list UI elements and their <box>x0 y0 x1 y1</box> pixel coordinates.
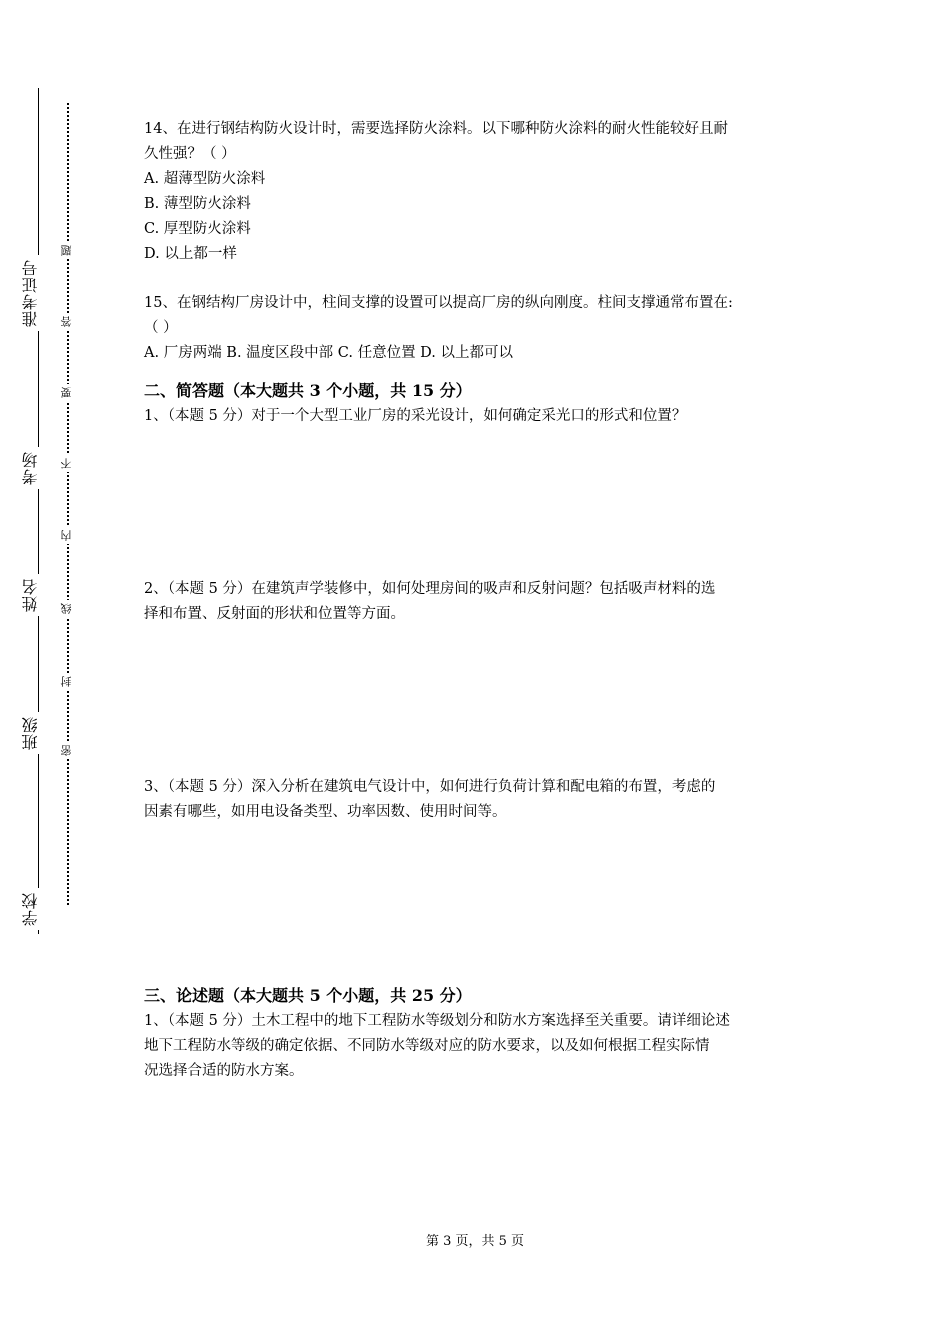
question-15 <box>144 291 824 366</box>
seal-dotted-line <box>67 103 69 905</box>
q14-text-line1: 14、在进行钢结构防火设计时，需要选择防火涂料。以下哪种防火涂料的耐火性能较好且耐 <box>144 121 728 137</box>
q14-option-d: D. 以上都一样 <box>144 246 237 262</box>
section-3-title: 三、论述题（本大题共 5 个小题，共 25 分） <box>144 986 472 1005</box>
exam-room-label: 考场 <box>23 447 39 489</box>
q15-text-line2: （ ） <box>144 320 178 336</box>
q14-text-line2: 久性强？（ ） <box>144 146 236 162</box>
section-2-q3-line2: 因素有哪些，如用电设备类型、功率因数、使用时间等。 <box>144 804 507 820</box>
school-field <box>16 888 46 930</box>
seal-char-bu: 不 <box>61 455 75 472</box>
section-2-q1: 1、（本题 5 分）对于一个大型工业厂房的采光设计，如何确定采光口的形式和位置？ <box>144 408 687 424</box>
answer-space-q2 <box>144 627 824 775</box>
exam-id-field <box>16 255 46 331</box>
section-2-q3-line1: 3、（本题 5 分）深入分析在建筑电气设计中，如何进行负荷计算和配电箱的布置，考虑的 <box>144 779 716 795</box>
class-label: 班级 <box>23 712 39 754</box>
seal-char-ti: 题 <box>61 242 75 259</box>
q14-option-b: B. 薄型防火涂料 <box>144 196 251 212</box>
q15-text-line1: 15、在钢结构厂房设计中，柱间支撑的设置可以提高厂房的纵向刚度。柱间支撑通常布置在: <box>144 295 733 311</box>
question-14 <box>144 117 824 267</box>
name-field <box>16 574 46 616</box>
section-3-q1-line2: 地下工程防水等级的确定依据、不同防水等级对应的防水要求，以及如何根据工程实际情 <box>144 1038 710 1054</box>
binding-solid-line <box>38 88 39 934</box>
seal-char-yao: 要 <box>61 384 75 401</box>
q14-option-c: C. 厚型防火涂料 <box>144 221 251 237</box>
exam-id-label: 准考证号 <box>23 255 39 331</box>
seal-char-mi: 密 <box>61 742 75 759</box>
q15-options: A. 厂房两端 B. 温度区段中部 C. 任意位置 D. 以上都可以 <box>144 345 514 361</box>
seal-char-xian: 线 <box>61 600 75 617</box>
class-field <box>16 712 46 754</box>
page-number: 第 3 页，共 5 页 <box>425 1234 525 1249</box>
seal-char-nei: 内 <box>61 527 75 544</box>
answer-space-q1 <box>144 429 824 577</box>
section-2-title: 二、简答题（本大题共 3 个小题，共 15 分） <box>144 381 472 400</box>
seal-char-feng: 封 <box>61 673 75 690</box>
q14-option-a: A. 超薄型防火涂料 <box>144 171 266 187</box>
section-2-q2-line1: 2、（本题 5 分）在建筑声学装修中，如何处理房间的吸声和反射问题？包括吸声材料的选 <box>144 581 716 597</box>
answer-space-q3 <box>144 825 824 983</box>
section-3-q1-line3: 况选择合适的防水方案。 <box>144 1063 304 1079</box>
name-label: 姓名 <box>23 574 39 616</box>
exam-room-field <box>16 447 46 489</box>
seal-char-da: 答 <box>61 313 75 330</box>
section-2-q2-line2: 择和布置、反射面的形状和位置等方面。 <box>144 606 405 622</box>
section-3-q1-line1: 1、（本题 5 分）土木工程中的地下工程防水等级划分和防水方案选择至关重要。请详细论述 <box>144 1013 730 1029</box>
exam-content <box>144 117 824 1084</box>
school-label: 学校 <box>23 888 39 930</box>
